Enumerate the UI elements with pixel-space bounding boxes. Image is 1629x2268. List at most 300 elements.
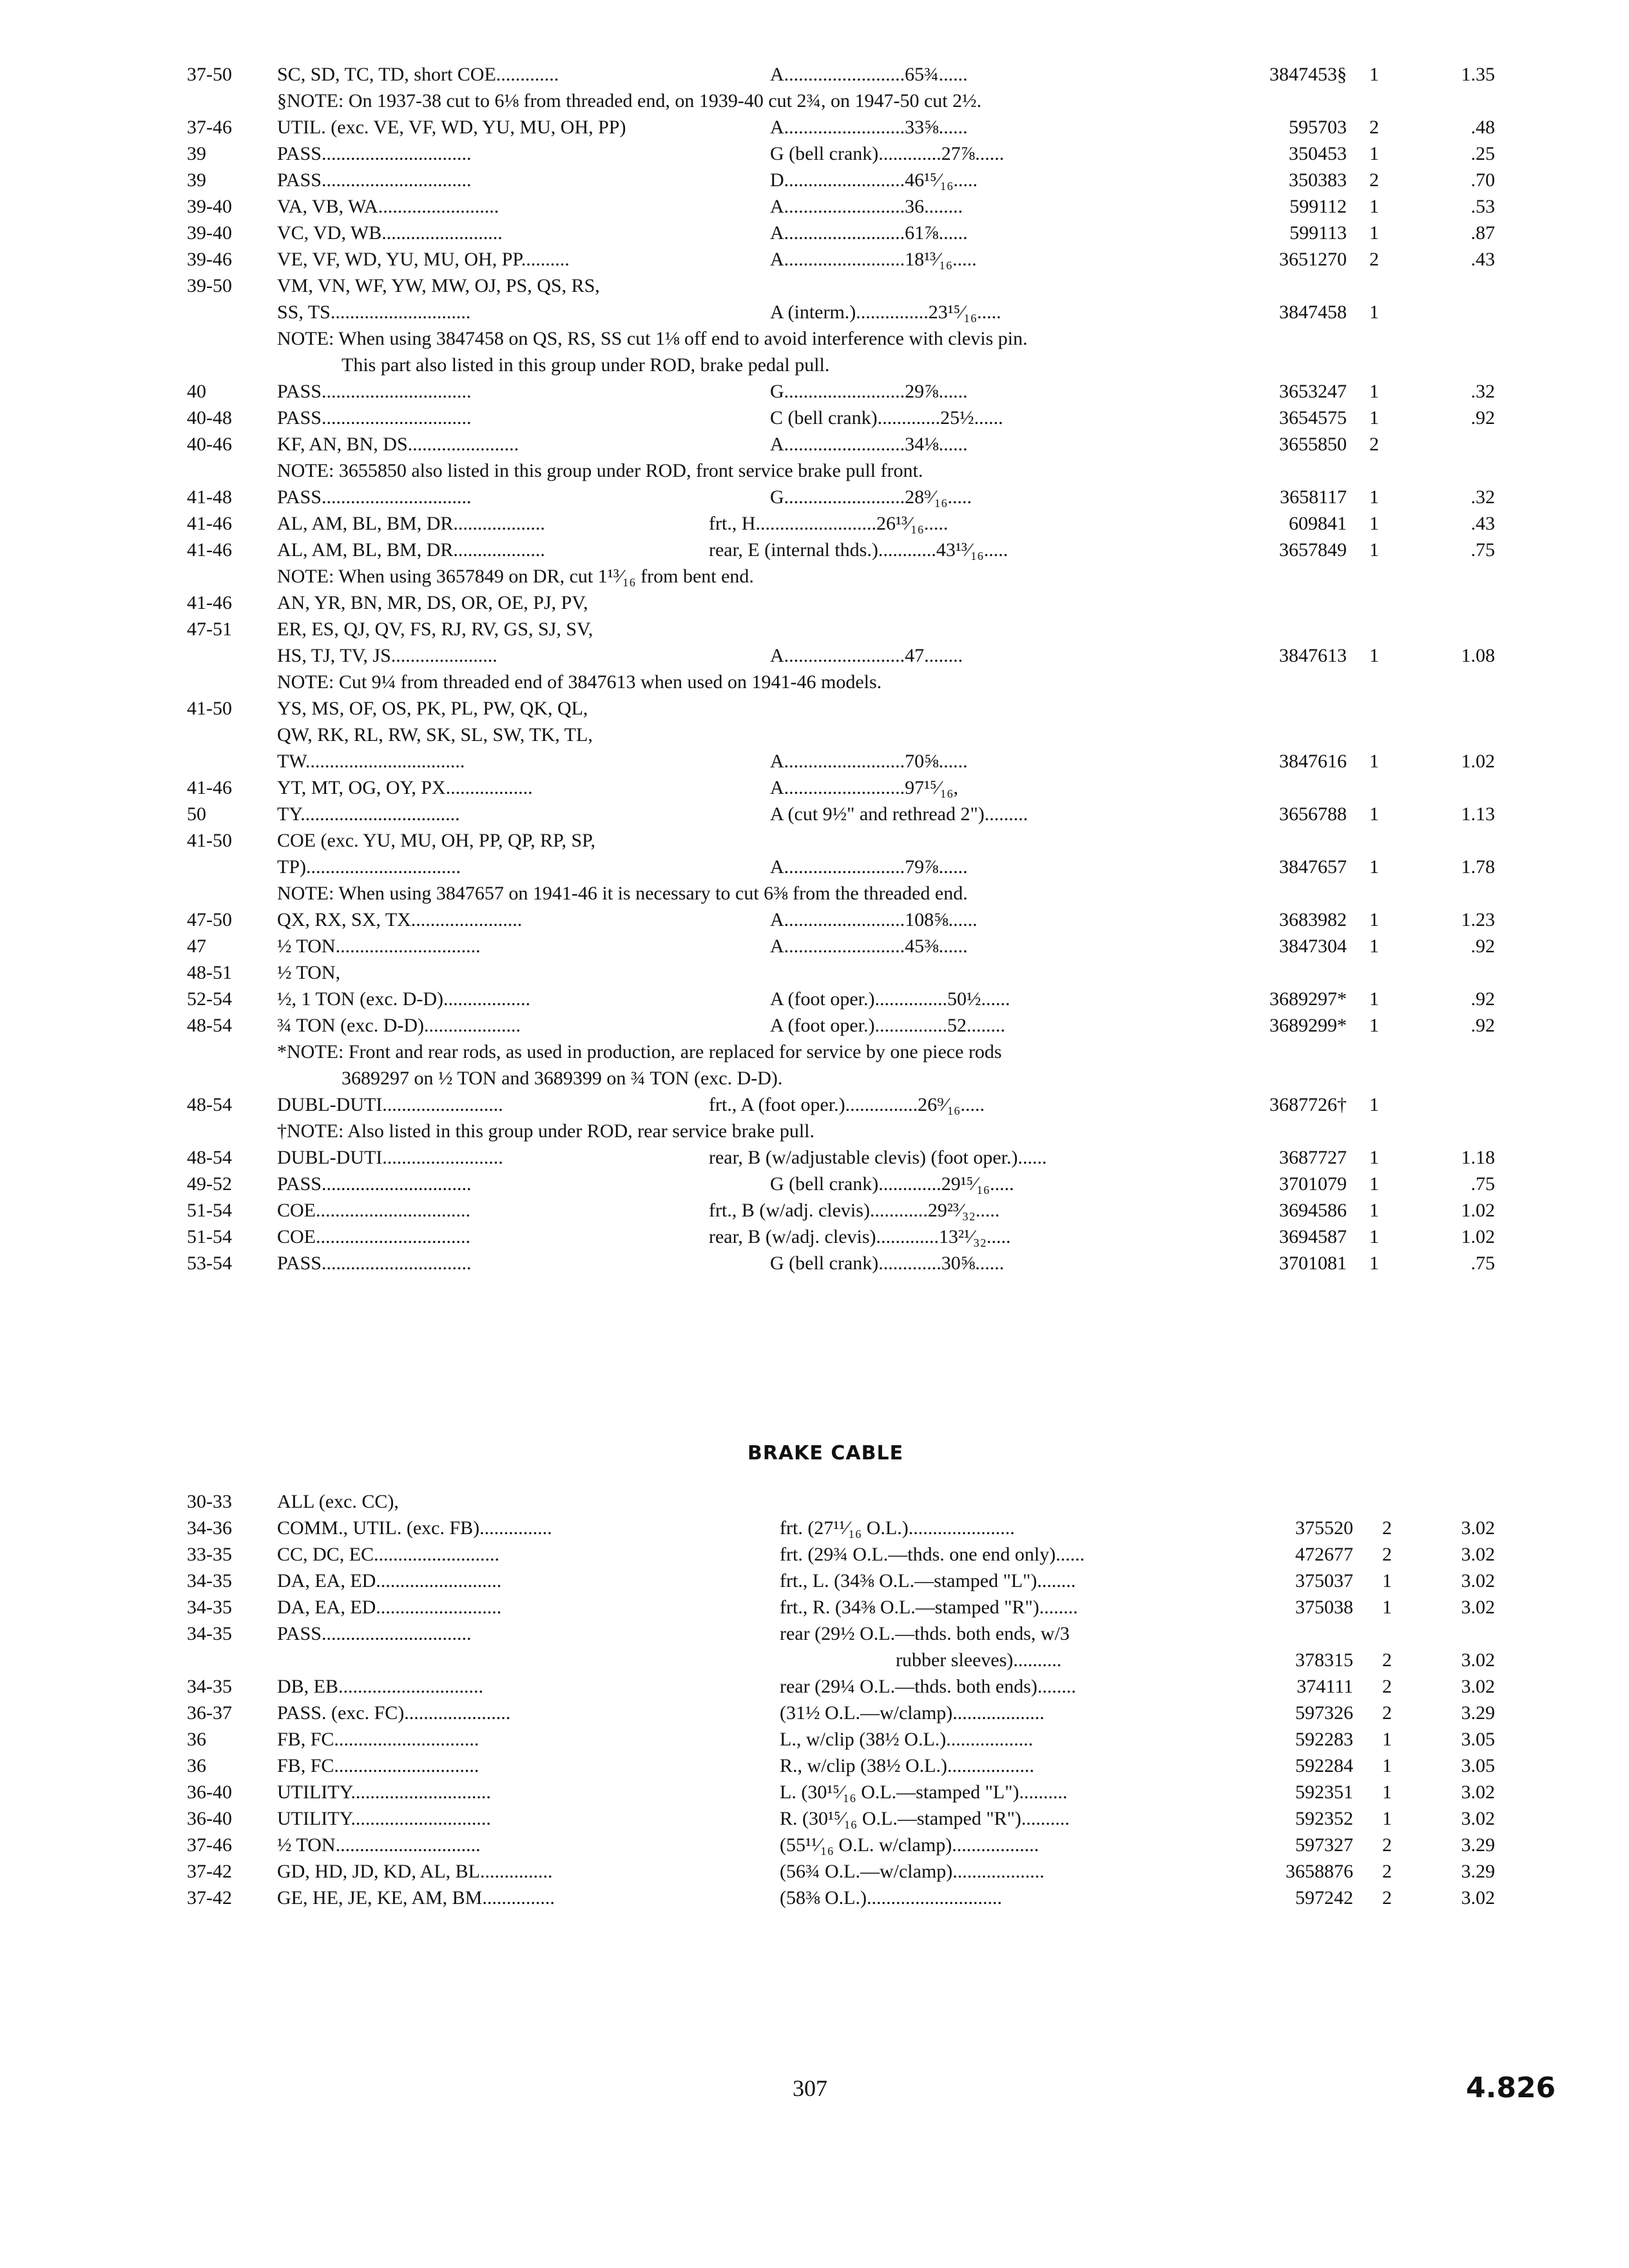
model-cell: ½, 1 TON (exc. D-D).................. bbox=[277, 988, 531, 1010]
quantity-cell: 1 bbox=[1369, 1200, 1379, 1221]
model-cell: KF, AN, BN, DS....................... bbox=[277, 434, 519, 455]
model-cell: DUBL-DUTI......................... bbox=[277, 1147, 503, 1168]
model-cell: QX, RX, SX, TX....................... bbox=[277, 909, 523, 930]
year-cell: 36-40 bbox=[187, 1808, 232, 1829]
price-cell: 1.18 bbox=[1461, 1147, 1495, 1168]
quantity-cell: 1 bbox=[1369, 486, 1379, 508]
model-cell: YT, MT, OG, OY, PX.................. bbox=[277, 777, 533, 798]
table-row bbox=[187, 1779, 1495, 1805]
price-cell: 3.29 bbox=[1461, 1702, 1495, 1724]
description-cell: A.........................65¾...... bbox=[770, 64, 968, 85]
page-code: 4.826 bbox=[1466, 2071, 1556, 2104]
model-cell: PASS............................... bbox=[277, 486, 472, 508]
price-cell: .43 bbox=[1470, 249, 1495, 270]
table-row bbox=[187, 431, 1476, 457]
quantity-cell: 1 bbox=[1369, 645, 1379, 666]
model-cell: VM, VN, WF, YW, MW, OJ, PS, QS, RS, bbox=[277, 275, 600, 296]
model-cell: TY................................. bbox=[277, 803, 460, 825]
description-cell: G.........................28⁹⁄₁₆..... bbox=[770, 486, 972, 508]
model-cell: PASS. (exc. FC)...................... bbox=[277, 1702, 511, 1724]
price-cell: .75 bbox=[1470, 539, 1495, 561]
price-cell: .48 bbox=[1470, 117, 1495, 138]
model-cell: VE, VF, WD, YU, MU, OH, PP.......... bbox=[277, 249, 570, 270]
quantity-cell: 1 bbox=[1382, 1570, 1392, 1591]
price-cell: 3.29 bbox=[1461, 1834, 1495, 1856]
model-cell: PASS............................... bbox=[277, 169, 472, 191]
price-cell: 3.02 bbox=[1461, 1808, 1495, 1829]
description-cell: A (foot oper.)...............50½...... bbox=[770, 988, 1010, 1010]
quantity-cell: 1 bbox=[1382, 1808, 1392, 1829]
part-number-cell: 350453 bbox=[1289, 143, 1347, 164]
model-cell: SS, TS............................. bbox=[277, 302, 471, 323]
model-cell: GD, HD, JD, KD, AL, BL............... bbox=[277, 1861, 553, 1882]
table-row bbox=[187, 1700, 1495, 1726]
table-row bbox=[187, 1568, 1495, 1594]
year-cell: 34-36 bbox=[187, 1517, 232, 1539]
table-row bbox=[187, 193, 1495, 220]
quantity-cell: 2 bbox=[1369, 434, 1379, 455]
year-cell: 36 bbox=[187, 1755, 206, 1776]
note-row bbox=[187, 1039, 1476, 1065]
model-cell: TP)................................ bbox=[277, 856, 461, 878]
quantity-cell: 1 bbox=[1369, 856, 1379, 878]
part-number-cell: 375037 bbox=[1295, 1570, 1353, 1591]
description-cell: frt. (27¹¹⁄₁₆ O.L.)...................... bbox=[780, 1517, 1015, 1539]
note-row bbox=[187, 1118, 1476, 1144]
model-cell: ALL (exc. CC), bbox=[277, 1491, 399, 1512]
part-number-cell: 3658876 bbox=[1286, 1861, 1353, 1882]
year-cell: 48-51 bbox=[187, 962, 232, 983]
description-cell: rear, B (w/adjustable clevis) (foot oper.)...... bbox=[709, 1147, 1047, 1168]
model-cell: QW, RK, RL, RW, SK, SL, SW, TK, TL, bbox=[277, 724, 593, 745]
model-cell: AN, YR, BN, MR, DS, OR, OE, PJ, PV, bbox=[277, 592, 588, 613]
quantity-cell: 1 bbox=[1382, 1729, 1392, 1750]
quantity-cell: 1 bbox=[1369, 64, 1379, 85]
price-cell: 1.78 bbox=[1461, 856, 1495, 878]
year-cell: 41-46 bbox=[187, 592, 232, 613]
table-row bbox=[187, 273, 1476, 299]
table-row bbox=[187, 854, 1495, 880]
quantity-cell: 1 bbox=[1369, 1015, 1379, 1036]
quantity-cell: 2 bbox=[1382, 1834, 1392, 1856]
description-cell: frt. (29¾ O.L.—thds. one end only)...... bbox=[780, 1544, 1085, 1565]
part-number-cell: 3847613 bbox=[1279, 645, 1347, 666]
model-cell: GE, HE, JE, KE, AM, BM............... bbox=[277, 1887, 555, 1908]
year-cell: 41-46 bbox=[187, 539, 232, 561]
price-cell: .75 bbox=[1470, 1253, 1495, 1274]
year-cell: 34-35 bbox=[187, 1570, 232, 1591]
description-cell: (58⅜ O.L.)............................ bbox=[780, 1887, 1002, 1908]
price-cell: 1.23 bbox=[1461, 909, 1495, 930]
table-row bbox=[187, 1197, 1495, 1224]
note-text: NOTE: Cut 9¼ from threaded end of 3847613 when used on 1941-46 models. bbox=[277, 671, 882, 693]
part-number-cell: 597242 bbox=[1295, 1887, 1353, 1908]
model-cell: ½ TON.............................. bbox=[277, 1834, 481, 1856]
table-row bbox=[187, 1091, 1476, 1118]
table-row bbox=[187, 642, 1495, 669]
part-number-cell: 592351 bbox=[1295, 1782, 1353, 1803]
model-cell: PASS............................... bbox=[277, 143, 472, 164]
section-title: BRAKE CABLE bbox=[747, 1442, 904, 1465]
table-row bbox=[187, 114, 1495, 140]
note-text: NOTE: When using 3847458 on QS, RS, SS cut 1⅛ off end to avoid interference with clevis pin. bbox=[277, 328, 1028, 349]
part-number-cell: 3701081 bbox=[1279, 1253, 1347, 1274]
description-cell: (55¹¹⁄₁₆ O.L. w/clamp).................. bbox=[780, 1834, 1039, 1856]
part-number-cell: 3658117 bbox=[1280, 486, 1347, 508]
model-cell: SC, SD, TC, TD, short COE............. bbox=[277, 64, 559, 85]
part-number-cell: 374111 bbox=[1296, 1676, 1353, 1697]
year-cell: 40-46 bbox=[187, 434, 232, 455]
year-cell: 48-54 bbox=[187, 1015, 232, 1036]
quantity-cell: 2 bbox=[1369, 169, 1379, 191]
note-row bbox=[187, 88, 1476, 114]
model-cell: AL, AM, BL, BM, DR................... bbox=[277, 513, 545, 534]
note-row bbox=[187, 880, 1476, 907]
part-number-cell: 3655850 bbox=[1279, 434, 1347, 455]
model-cell: PASS............................... bbox=[277, 407, 472, 428]
year-cell: 53-54 bbox=[187, 1253, 232, 1274]
table-row bbox=[187, 774, 1476, 801]
model-cell: YS, MS, OF, OS, PK, PL, PW, QK, QL, bbox=[277, 698, 588, 719]
model-cell: DUBL-DUTI......................... bbox=[277, 1094, 503, 1115]
part-number-cell: 3689299* bbox=[1269, 1015, 1347, 1036]
price-cell: .43 bbox=[1470, 513, 1495, 534]
description-cell: A.........................79⅞...... bbox=[770, 856, 968, 878]
quantity-cell: 2 bbox=[1382, 1887, 1392, 1908]
year-cell: 50 bbox=[187, 803, 206, 825]
quantity-cell: 1 bbox=[1369, 988, 1379, 1010]
table-row bbox=[187, 1726, 1495, 1753]
note-row bbox=[187, 1065, 1476, 1091]
price-cell: 3.02 bbox=[1461, 1517, 1495, 1539]
table-row bbox=[187, 1805, 1495, 1832]
table-row bbox=[187, 695, 1476, 722]
part-number-cell: 595703 bbox=[1289, 117, 1347, 138]
part-number-cell: 3847453§ bbox=[1269, 64, 1347, 85]
table-row bbox=[187, 140, 1495, 167]
quantity-cell: 1 bbox=[1369, 143, 1379, 164]
description-cell: frt., A (foot oper.)...............26⁹⁄₁₆..... bbox=[709, 1094, 985, 1115]
note-row bbox=[187, 457, 1476, 484]
quantity-cell: 2 bbox=[1382, 1676, 1392, 1697]
price-cell: .75 bbox=[1470, 1173, 1495, 1195]
price-cell: .92 bbox=[1470, 407, 1495, 428]
part-number-cell: 375520 bbox=[1295, 1517, 1353, 1539]
description-cell: G (bell crank).............29¹⁵⁄₁₆..... bbox=[770, 1173, 1014, 1195]
year-cell: 37-50 bbox=[187, 64, 232, 85]
description-cell: A.........................33⅝...... bbox=[770, 117, 968, 138]
year-cell: 51-54 bbox=[187, 1226, 232, 1247]
model-cell: TW................................. bbox=[277, 751, 465, 772]
table-row bbox=[187, 405, 1495, 431]
table-row bbox=[187, 167, 1495, 193]
brake-rod-list bbox=[187, 61, 1495, 1276]
price-cell: 3.02 bbox=[1461, 1649, 1495, 1671]
year-cell: 51-54 bbox=[187, 1200, 232, 1221]
price-cell: .53 bbox=[1470, 196, 1495, 217]
quantity-cell: 2 bbox=[1369, 249, 1379, 270]
part-number-cell: 3847657 bbox=[1279, 856, 1347, 878]
description-cell: A.........................18¹³⁄₁₆..... bbox=[770, 249, 977, 270]
table-row bbox=[187, 1515, 1495, 1541]
quantity-cell: 1 bbox=[1369, 302, 1379, 323]
note-text: NOTE: When using 3657849 on DR, cut 1¹³⁄₁₆ from bent end. bbox=[277, 566, 754, 587]
note-text: §NOTE: On 1937-38 cut to 6⅛ from threaded end, on 1939-40 cut 2¾, on 1947-50 cut 2½. bbox=[277, 90, 982, 111]
quantity-cell: 1 bbox=[1369, 1147, 1379, 1168]
price-cell: .92 bbox=[1470, 936, 1495, 957]
part-number-cell: 3654575 bbox=[1279, 407, 1347, 428]
table-row bbox=[187, 933, 1495, 959]
description-cell: frt., H.........................26¹³⁄₁₆..... bbox=[709, 513, 949, 534]
year-cell: 39-50 bbox=[187, 275, 232, 296]
model-cell: DA, EA, ED.......................... bbox=[277, 1597, 502, 1618]
table-row bbox=[187, 1144, 1495, 1171]
description-cell: A.........................36........ bbox=[770, 196, 963, 217]
description-cell: R., w/clip (38½ O.L.).................. bbox=[780, 1755, 1034, 1776]
table-row bbox=[187, 1250, 1495, 1276]
model-cell: ½ TON, bbox=[277, 962, 341, 983]
quantity-cell: 1 bbox=[1369, 803, 1379, 825]
model-cell: UTILITY............................. bbox=[277, 1782, 491, 1803]
description-cell: A.........................34⅛...... bbox=[770, 434, 968, 455]
description-cell: G.........................29⅞...... bbox=[770, 381, 968, 402]
model-cell: PASS............................... bbox=[277, 1173, 472, 1195]
quantity-cell: 1 bbox=[1369, 222, 1379, 244]
model-cell: UTILITY............................. bbox=[277, 1808, 491, 1829]
part-number-cell: 3651270 bbox=[1279, 249, 1347, 270]
year-cell: 39-40 bbox=[187, 196, 232, 217]
part-number-cell: 378315 bbox=[1295, 1649, 1353, 1671]
year-cell: 34-35 bbox=[187, 1676, 232, 1697]
price-cell: 3.02 bbox=[1461, 1570, 1495, 1591]
year-cell: 33-35 bbox=[187, 1544, 232, 1565]
table-row bbox=[187, 378, 1495, 405]
part-number-cell: 3847458 bbox=[1279, 302, 1347, 323]
description-cell: R. (30¹⁵⁄₁₆ O.L.—stamped "R").......... bbox=[780, 1808, 1070, 1829]
note-text: This part also listed in this group under ROD, brake pedal pull. bbox=[342, 354, 830, 376]
year-cell: 30-33 bbox=[187, 1491, 232, 1512]
price-cell: 3.29 bbox=[1461, 1861, 1495, 1882]
model-cell: PASS............................... bbox=[277, 381, 472, 402]
model-cell: DA, EA, ED.......................... bbox=[277, 1570, 502, 1591]
quantity-cell: 1 bbox=[1382, 1782, 1392, 1803]
year-cell: 39 bbox=[187, 143, 206, 164]
price-cell: 3.02 bbox=[1461, 1782, 1495, 1803]
table-row bbox=[187, 220, 1495, 246]
part-number-cell: 3687726† bbox=[1269, 1094, 1347, 1115]
model-cell: COE................................ bbox=[277, 1226, 470, 1247]
price-cell: 1.02 bbox=[1461, 751, 1495, 772]
description-cell: G (bell crank).............27⅞...... bbox=[770, 143, 1005, 164]
price-cell: 3.05 bbox=[1461, 1729, 1495, 1750]
part-number-cell: 599113 bbox=[1289, 222, 1347, 244]
part-number-cell: 350383 bbox=[1289, 169, 1347, 191]
quantity-cell: 2 bbox=[1382, 1517, 1392, 1539]
part-number-cell: 3656788 bbox=[1279, 803, 1347, 825]
description-cell: rubber sleeves).......... bbox=[896, 1649, 1062, 1671]
table-row bbox=[187, 1753, 1495, 1779]
description-cell: A.........................70⅝...... bbox=[770, 751, 968, 772]
year-cell: 37-42 bbox=[187, 1887, 232, 1908]
model-cell: FB, FC.............................. bbox=[277, 1755, 479, 1776]
table-row bbox=[187, 616, 1476, 642]
table-row bbox=[187, 1885, 1495, 1911]
model-cell: COE (exc. YU, MU, OH, PP, QP, RP, SP, bbox=[277, 830, 595, 851]
price-cell: .25 bbox=[1470, 143, 1495, 164]
price-cell: 3.02 bbox=[1461, 1544, 1495, 1565]
price-cell: 3.05 bbox=[1461, 1755, 1495, 1776]
table-row bbox=[187, 61, 1495, 88]
table-row bbox=[187, 299, 1476, 325]
year-cell: 41-46 bbox=[187, 777, 232, 798]
table-row bbox=[187, 1012, 1495, 1039]
quantity-cell: 1 bbox=[1369, 513, 1379, 534]
quantity-cell: 2 bbox=[1382, 1649, 1392, 1671]
model-cell: VA, VB, WA......................... bbox=[277, 196, 499, 217]
price-cell: .92 bbox=[1470, 1015, 1495, 1036]
quantity-cell: 1 bbox=[1369, 1226, 1379, 1247]
quantity-cell: 2 bbox=[1382, 1702, 1392, 1724]
part-number-cell: 3657849 bbox=[1279, 539, 1347, 561]
price-cell: 3.02 bbox=[1461, 1597, 1495, 1618]
price-cell: .92 bbox=[1470, 988, 1495, 1010]
quantity-cell: 1 bbox=[1369, 751, 1379, 772]
quantity-cell: 1 bbox=[1369, 407, 1379, 428]
page-number: 307 bbox=[793, 2075, 827, 2101]
part-number-cell: 3847304 bbox=[1279, 936, 1347, 957]
quantity-cell: 2 bbox=[1369, 117, 1379, 138]
note-text: NOTE: 3655850 also listed in this group under ROD, front service brake pull front. bbox=[277, 460, 923, 481]
year-cell: 34-35 bbox=[187, 1597, 232, 1618]
year-cell: 36 bbox=[187, 1729, 206, 1750]
note-row bbox=[187, 325, 1476, 352]
description-cell: frt., R. (34⅜ O.L.—stamped "R")........ bbox=[780, 1597, 1078, 1618]
description-cell: (56¾ O.L.—w/clamp)................... bbox=[780, 1861, 1045, 1882]
table-row bbox=[187, 1171, 1495, 1197]
price-cell: 1.02 bbox=[1461, 1226, 1495, 1247]
quantity-cell: 1 bbox=[1382, 1755, 1392, 1776]
description-cell: G (bell crank).............30⅝...... bbox=[770, 1253, 1005, 1274]
table-row bbox=[187, 827, 1476, 854]
part-number-cell: 3847616 bbox=[1279, 751, 1347, 772]
description-cell: A (interm.)...............23¹⁵⁄₁₆..... bbox=[770, 302, 1001, 323]
table-row bbox=[187, 1673, 1495, 1700]
description-cell: A.........................108⅝...... bbox=[770, 909, 978, 930]
table-row bbox=[187, 959, 1476, 986]
model-cell: ¾ TON (exc. D-D).................... bbox=[277, 1015, 521, 1036]
price-cell: .32 bbox=[1470, 486, 1495, 508]
year-cell: 34-35 bbox=[187, 1623, 232, 1644]
part-number-cell: 3653247 bbox=[1279, 381, 1347, 402]
price-cell: 1.13 bbox=[1461, 803, 1495, 825]
quantity-cell: 2 bbox=[1382, 1861, 1392, 1882]
model-cell: VC, VD, WB......................... bbox=[277, 222, 503, 244]
year-cell: 39-46 bbox=[187, 249, 232, 270]
part-number-cell: 609841 bbox=[1289, 513, 1347, 534]
part-number-cell: 3694586 bbox=[1279, 1200, 1347, 1221]
model-cell: PASS............................... bbox=[277, 1253, 472, 1274]
quantity-cell: 2 bbox=[1382, 1544, 1392, 1565]
quantity-cell: 1 bbox=[1369, 936, 1379, 957]
note-text: *NOTE: Front and rear rods, as used in production, are replaced for service by one piece rods bbox=[277, 1041, 1002, 1062]
note-text: †NOTE: Also listed in this group under ROD, rear service brake pull. bbox=[277, 1120, 815, 1142]
quantity-cell: 1 bbox=[1369, 539, 1379, 561]
description-cell: A.........................47........ bbox=[770, 645, 963, 666]
note-text: NOTE: When using 3847657 on 1941-46 it is necessary to cut 6⅜ from the threaded end. bbox=[277, 883, 968, 904]
part-number-cell: 3683982 bbox=[1279, 909, 1347, 930]
table-row bbox=[187, 484, 1495, 510]
table-row bbox=[187, 1858, 1495, 1885]
model-cell: UTIL. (exc. VE, VF, WD, YU, MU, OH, PP) bbox=[277, 117, 626, 138]
quantity-cell: 1 bbox=[1369, 196, 1379, 217]
year-cell: 39 bbox=[187, 169, 206, 191]
table-row bbox=[187, 590, 1476, 616]
part-number-cell: 3689297* bbox=[1269, 988, 1347, 1010]
table-row bbox=[187, 986, 1495, 1012]
price-cell: 1.02 bbox=[1461, 1200, 1495, 1221]
table-row bbox=[187, 1541, 1495, 1568]
table-row bbox=[187, 246, 1495, 273]
year-cell: 49-52 bbox=[187, 1173, 232, 1195]
table-row bbox=[187, 907, 1495, 933]
year-cell: 40 bbox=[187, 381, 206, 402]
table-row bbox=[187, 1224, 1495, 1250]
note-row bbox=[187, 563, 1476, 590]
table-row bbox=[187, 1647, 1495, 1673]
year-cell: 39-40 bbox=[187, 222, 232, 244]
model-cell: PASS............................... bbox=[277, 1623, 472, 1644]
description-cell: A.........................97¹⁵⁄₁₆, bbox=[770, 777, 959, 798]
table-row bbox=[187, 748, 1495, 774]
model-cell: ½ TON.............................. bbox=[277, 936, 481, 957]
year-cell: 41-50 bbox=[187, 698, 232, 719]
description-cell: D.........................46¹⁵⁄₁₆..... bbox=[770, 169, 978, 191]
year-cell: 41-48 bbox=[187, 486, 232, 508]
part-number-cell: 375038 bbox=[1295, 1597, 1353, 1618]
part-number-cell: 472677 bbox=[1295, 1544, 1353, 1565]
year-cell: 37-46 bbox=[187, 117, 232, 138]
note-row bbox=[187, 669, 1476, 695]
year-cell: 47 bbox=[187, 936, 206, 957]
part-number-cell: 3701079 bbox=[1279, 1173, 1347, 1195]
quantity-cell: 1 bbox=[1369, 909, 1379, 930]
description-cell: A.........................45⅜...... bbox=[770, 936, 968, 957]
year-cell: 48-54 bbox=[187, 1094, 232, 1115]
model-cell: COMM., UTIL. (exc. FB)............... bbox=[277, 1517, 552, 1539]
part-number-cell: 592352 bbox=[1295, 1808, 1353, 1829]
model-cell: FB, FC.............................. bbox=[277, 1729, 479, 1750]
price-cell: .32 bbox=[1470, 381, 1495, 402]
description-cell: rear (29½ O.L.—thds. both ends, w/3 bbox=[780, 1623, 1070, 1644]
model-cell: ER, ES, QJ, QV, FS, RJ, RV, GS, SJ, SV, bbox=[277, 619, 593, 640]
description-cell: frt., L. (34⅜ O.L.—stamped "L")........ bbox=[780, 1570, 1076, 1591]
year-cell: 47-51 bbox=[187, 619, 232, 640]
price-cell: 3.02 bbox=[1461, 1676, 1495, 1697]
table-row bbox=[187, 1594, 1495, 1620]
price-cell: 1.08 bbox=[1461, 645, 1495, 666]
model-cell: HS, TJ, TV, JS...................... bbox=[277, 645, 497, 666]
description-cell: L., w/clip (38½ O.L.).................. bbox=[780, 1729, 1034, 1750]
year-cell: 48-54 bbox=[187, 1147, 232, 1168]
description-cell: rear (29¼ O.L.—thds. both ends)........ bbox=[780, 1676, 1076, 1697]
year-cell: 36-37 bbox=[187, 1702, 232, 1724]
year-cell: 40-48 bbox=[187, 407, 232, 428]
model-cell: CC, DC, EC.......................... bbox=[277, 1544, 500, 1565]
description-cell: L. (30¹⁵⁄₁₆ O.L.—stamped "L").......... bbox=[780, 1782, 1068, 1803]
description-cell: frt., B (w/adj. clevis)............29²³⁄₃₂..... bbox=[709, 1200, 1000, 1221]
year-cell: 41-46 bbox=[187, 513, 232, 534]
year-cell: 52-54 bbox=[187, 988, 232, 1010]
